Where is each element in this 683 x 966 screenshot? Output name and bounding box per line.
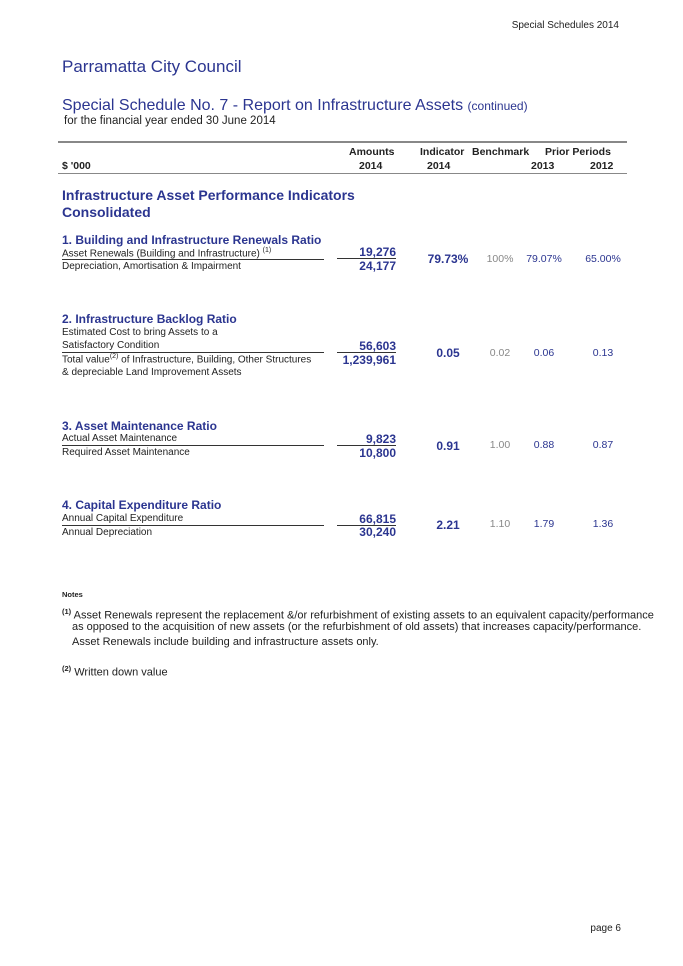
title-main: Special Schedule No. 7 - Report on Infrastructure Assets (62, 97, 464, 114)
benchmark-value: 1.10 (489, 518, 511, 530)
numerator-value: 66,815 (359, 512, 396, 526)
note-text: Written down value (74, 666, 168, 679)
indicator-value: 0.05 (436, 346, 460, 360)
header-top-rule (58, 141, 627, 143)
col-indicator: Indicator (420, 146, 465, 158)
col-prior-2013: 2013 (531, 160, 555, 172)
page-subtitle: for the financial year ended 30 June 2014 (64, 115, 276, 127)
denominator-label: Required Asset Maintenance (62, 447, 190, 458)
notes-heading: Notes (62, 590, 83, 599)
benchmark-value: 1.00 (489, 439, 511, 451)
benchmark-value: 100% (486, 253, 514, 265)
denominator-label: Annual Depreciation (62, 527, 153, 538)
prior-2013-value: 0.06 (533, 347, 555, 359)
ratio-heading: 1. Building and Infrastructure Renewals Ratio (62, 233, 322, 247)
label-underline (62, 525, 324, 526)
col-amounts-year: 2014 (359, 160, 383, 172)
benchmark-value: 0.02 (489, 347, 511, 359)
note-marker: (2) (62, 664, 72, 673)
denominator-label-text-a: Total value (62, 354, 110, 366)
header-bottom-rule (58, 173, 627, 174)
ratio-heading: 2. Infrastructure Backlog Ratio (62, 312, 237, 326)
prior-2012-value: 0.13 (592, 347, 614, 359)
prior-2012-value: 1.36 (592, 518, 614, 530)
numerator-label-text: Asset Renewals (Building and Infrastructure) (62, 248, 260, 260)
prior-2013-value: 1.79 (533, 518, 555, 530)
ratio-heading: 4. Capital Expenditure Ratio (62, 498, 222, 512)
prior-2013-value: 0.88 (533, 439, 555, 451)
page-number: page 6 (590, 923, 621, 934)
denominator-value: 10,800 (359, 446, 396, 460)
numerator-label-line2: Satisfactory Condition (62, 340, 160, 351)
denominator-value: 24,177 (359, 259, 396, 273)
label-underline (62, 445, 324, 446)
col-prior-2012: 2012 (590, 160, 614, 172)
denominator-value: 1,239,961 (342, 353, 396, 367)
numerator-value: 19,276 (359, 245, 396, 259)
indicator-value: 0.91 (436, 439, 460, 453)
prior-2012-value: 0.87 (592, 439, 614, 451)
col-benchmark: Benchmark (472, 146, 530, 158)
col-indicator-year: 2014 (427, 160, 451, 172)
footnote-ref: (1) (262, 247, 272, 254)
prior-2013-value: 79.07% (526, 253, 562, 265)
schedule-tag: Special Schedules 2014 (511, 20, 619, 31)
section-heading-1: Infrastructure Asset Performance Indicators (62, 187, 355, 203)
denominator-value: 30,240 (359, 525, 396, 539)
numerator-label: Actual Asset Maintenance (62, 433, 178, 444)
denominator-label-line1 (62, 353, 311, 365)
prior-2012-value: 65.00% (585, 253, 621, 265)
numerator-label: Annual Capital Expenditure (62, 513, 184, 524)
numerator-value: 56,603 (359, 339, 396, 353)
footnote-ref: (2) (109, 353, 119, 360)
ratio-heading: 3. Asset Maintenance Ratio (62, 419, 217, 433)
section-heading-2: Consolidated (62, 204, 151, 220)
denominator-label-line2: & depreciable Land Improvement Assets (62, 367, 242, 378)
denominator-label: Depreciation, Amortisation & Impairment (62, 261, 241, 272)
note-1-line3: Asset Renewals include building and infrastructure assets only. (72, 636, 379, 648)
numerator-label (62, 247, 271, 259)
note-marker: (1) (62, 607, 72, 616)
page-title (62, 97, 528, 115)
title-continued: (continued) (467, 99, 528, 113)
col-units: $ '000 (62, 160, 91, 172)
numerator-label-line1: Estimated Cost to bring Assets to a (62, 327, 218, 338)
council-name: Parramatta City Council (62, 57, 242, 76)
note-2 (62, 661, 168, 681)
note-1-line2: as opposed to the acquisition of new assets (or the refurbishment of old assets) that increases capacity/performance. (72, 621, 642, 633)
col-amounts: Amounts (349, 146, 395, 158)
note-text: Asset Renewals represent the replacement &/or refurbishment of existing assets to an equivalent capacity/performance (73, 609, 654, 622)
label-underline (62, 259, 324, 260)
numerator-value: 9,823 (365, 432, 396, 446)
denominator-label-text-b: of Infrastructure, Building, Other Structures (118, 354, 312, 366)
indicator-value: 79.73% (427, 252, 469, 266)
col-prior-periods: Prior Periods (545, 146, 611, 158)
indicator-value: 2.21 (436, 518, 460, 532)
